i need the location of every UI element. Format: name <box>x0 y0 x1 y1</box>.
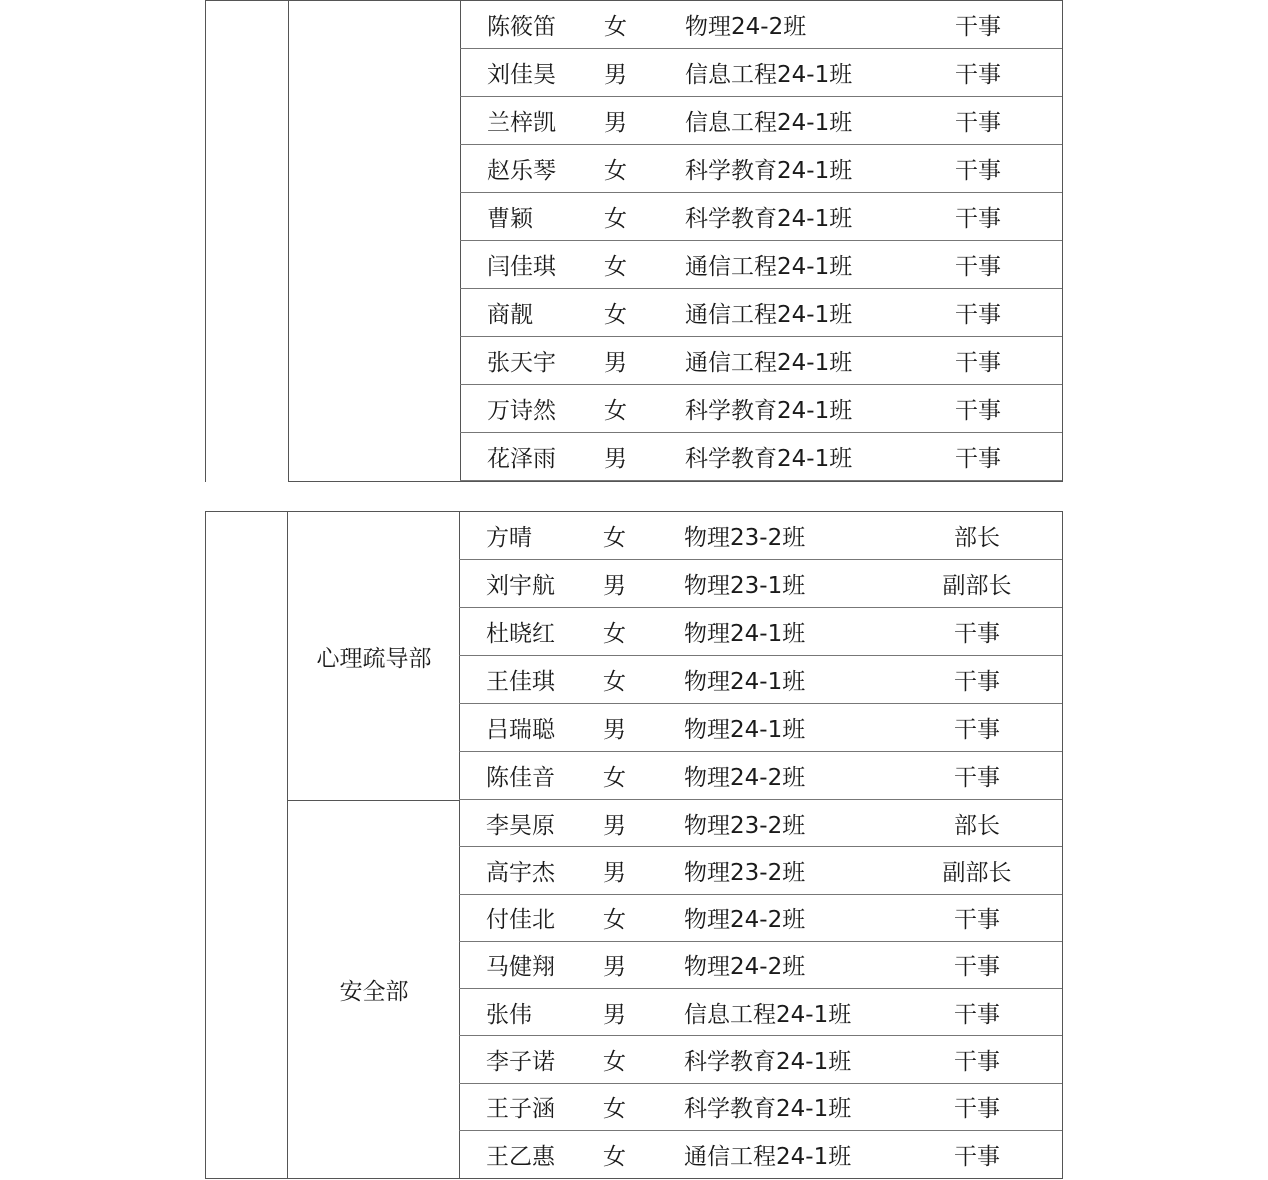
member-name: 花泽雨 <box>487 446 556 472</box>
member-name: 李子诺 <box>486 1048 555 1075</box>
member-name: 曹颖 <box>487 206 533 232</box>
table-row <box>460 289 1062 337</box>
member-class: 科学教育24-1班 <box>685 206 853 232</box>
member-gender: 女 <box>603 907 626 934</box>
department-name: 心理疏导部 <box>316 645 432 672</box>
member-name: 刘佳昊 <box>487 62 556 88</box>
member-role: 干事 <box>954 1001 1000 1028</box>
member-class: 物理23-1班 <box>684 573 806 599</box>
member-name: 方晴 <box>486 525 532 551</box>
member-name: 王佳琪 <box>486 669 555 695</box>
table-row <box>460 337 1062 385</box>
member-role: 部长 <box>954 812 1000 839</box>
member-name: 杜晓红 <box>486 621 555 647</box>
member-name: 赵乐琴 <box>487 158 556 184</box>
member-name: 张天宇 <box>487 350 556 376</box>
member-class: 信息工程24-1班 <box>685 62 853 88</box>
member-role: 干事 <box>954 907 1000 934</box>
member-gender: 男 <box>604 110 627 136</box>
member-gender: 女 <box>603 525 626 551</box>
table-row <box>459 704 1062 752</box>
table-row <box>460 385 1062 433</box>
member-class: 科学教育24-1班 <box>684 1048 852 1075</box>
member-class: 物理23-2班 <box>684 525 806 551</box>
member-name: 万诗然 <box>487 398 556 424</box>
member-gender: 女 <box>604 254 627 280</box>
table-row <box>459 1131 1062 1178</box>
member-role: 干事 <box>955 398 1001 424</box>
roster-table-departments <box>205 511 1063 1179</box>
member-role: 干事 <box>955 206 1001 232</box>
member-name: 高宇杰 <box>486 859 555 886</box>
table-row <box>459 895 1062 942</box>
table-row <box>459 1036 1062 1083</box>
member-role: 部长 <box>954 525 1000 551</box>
member-role: 干事 <box>954 765 1000 791</box>
member-role: 干事 <box>955 446 1001 472</box>
member-name: 兰梓凯 <box>487 110 556 136</box>
table-bottom-border <box>288 481 1063 482</box>
department-divider <box>288 800 460 801</box>
member-gender: 女 <box>603 621 626 647</box>
member-name: 陈筱笛 <box>487 14 556 40</box>
table-row <box>459 512 1062 560</box>
member-class: 科学教育24-1班 <box>685 398 853 424</box>
department-name: 安全部 <box>339 978 409 1005</box>
table-rows <box>459 512 1062 1178</box>
column-divider <box>288 1 289 482</box>
table-row <box>459 942 1062 989</box>
table-row <box>460 193 1062 241</box>
table-row <box>459 752 1062 800</box>
member-class: 信息工程24-1班 <box>684 1001 852 1028</box>
member-role: 干事 <box>954 669 1000 695</box>
member-name: 陈佳音 <box>486 765 555 791</box>
table-row <box>460 1 1062 49</box>
member-gender: 女 <box>604 14 627 40</box>
member-class: 科学教育24-1班 <box>684 1096 852 1123</box>
member-class: 通信工程24-1班 <box>685 254 853 280</box>
member-name: 闫佳琪 <box>487 254 556 280</box>
member-gender: 女 <box>603 1048 626 1075</box>
member-gender: 男 <box>604 62 627 88</box>
table-row <box>459 989 1062 1036</box>
member-class: 物理24-2班 <box>684 954 806 981</box>
table-row <box>460 433 1062 481</box>
member-class: 科学教育24-1班 <box>685 158 853 184</box>
member-gender: 男 <box>603 812 626 839</box>
member-class: 科学教育24-1班 <box>685 446 853 472</box>
table-row <box>460 49 1062 97</box>
member-name: 付佳北 <box>486 907 555 934</box>
member-class: 物理24-1班 <box>684 717 806 743</box>
member-name: 马健翔 <box>486 954 555 981</box>
member-role: 干事 <box>955 14 1001 40</box>
member-class: 物理24-1班 <box>684 669 806 695</box>
roster-table-continued <box>205 0 1063 482</box>
member-role: 干事 <box>955 254 1001 280</box>
member-name: 王子涵 <box>486 1096 555 1123</box>
member-role: 副部长 <box>942 573 1012 599</box>
member-class: 通信工程24-1班 <box>684 1143 852 1170</box>
table-row <box>459 656 1062 704</box>
member-role: 干事 <box>955 62 1001 88</box>
member-gender: 男 <box>603 859 626 886</box>
table-row <box>460 145 1062 193</box>
member-gender: 男 <box>603 573 626 599</box>
member-name: 商靓 <box>487 302 533 328</box>
member-gender: 男 <box>604 446 627 472</box>
member-gender: 男 <box>603 1001 626 1028</box>
member-role: 干事 <box>954 717 1000 743</box>
table-row <box>459 560 1062 608</box>
member-class: 通信工程24-1班 <box>685 302 853 328</box>
member-gender: 女 <box>604 302 627 328</box>
member-role: 干事 <box>955 110 1001 136</box>
member-class: 物理24-1班 <box>684 621 806 647</box>
member-role: 干事 <box>955 302 1001 328</box>
member-name: 刘宇航 <box>486 573 555 599</box>
table-row <box>460 97 1062 145</box>
member-class: 物理23-2班 <box>684 859 806 886</box>
member-role: 干事 <box>954 1048 1000 1075</box>
member-class: 通信工程24-1班 <box>685 350 853 376</box>
member-role: 干事 <box>954 954 1000 981</box>
member-name: 王乙惠 <box>486 1143 555 1170</box>
member-role: 干事 <box>954 621 1000 647</box>
member-class: 物理24-2班 <box>685 14 807 40</box>
table-row <box>459 1084 1062 1131</box>
table-row <box>459 800 1062 847</box>
table-row <box>460 241 1062 289</box>
member-role: 干事 <box>955 158 1001 184</box>
member-class: 物理24-2班 <box>684 765 806 791</box>
member-role: 干事 <box>955 350 1001 376</box>
member-gender: 女 <box>604 398 627 424</box>
member-role: 干事 <box>954 1143 1000 1170</box>
table-row <box>459 847 1062 894</box>
member-gender: 男 <box>603 717 626 743</box>
member-gender: 女 <box>603 1143 626 1170</box>
member-class: 信息工程24-1班 <box>685 110 853 136</box>
member-gender: 女 <box>604 158 627 184</box>
member-gender: 男 <box>603 954 626 981</box>
table-rows <box>460 1 1062 481</box>
member-name: 吕瑞聪 <box>486 717 555 743</box>
member-role: 干事 <box>954 1096 1000 1123</box>
member-gender: 男 <box>604 350 627 376</box>
member-class: 物理24-2班 <box>684 907 806 934</box>
member-role: 副部长 <box>942 859 1012 886</box>
member-gender: 女 <box>603 1096 626 1123</box>
table-row <box>459 608 1062 656</box>
member-name: 张伟 <box>486 1001 532 1028</box>
member-gender: 女 <box>603 669 626 695</box>
member-class: 物理23-2班 <box>684 812 806 839</box>
member-name: 李昊原 <box>486 812 555 839</box>
member-gender: 女 <box>604 206 627 232</box>
member-gender: 女 <box>603 765 626 791</box>
